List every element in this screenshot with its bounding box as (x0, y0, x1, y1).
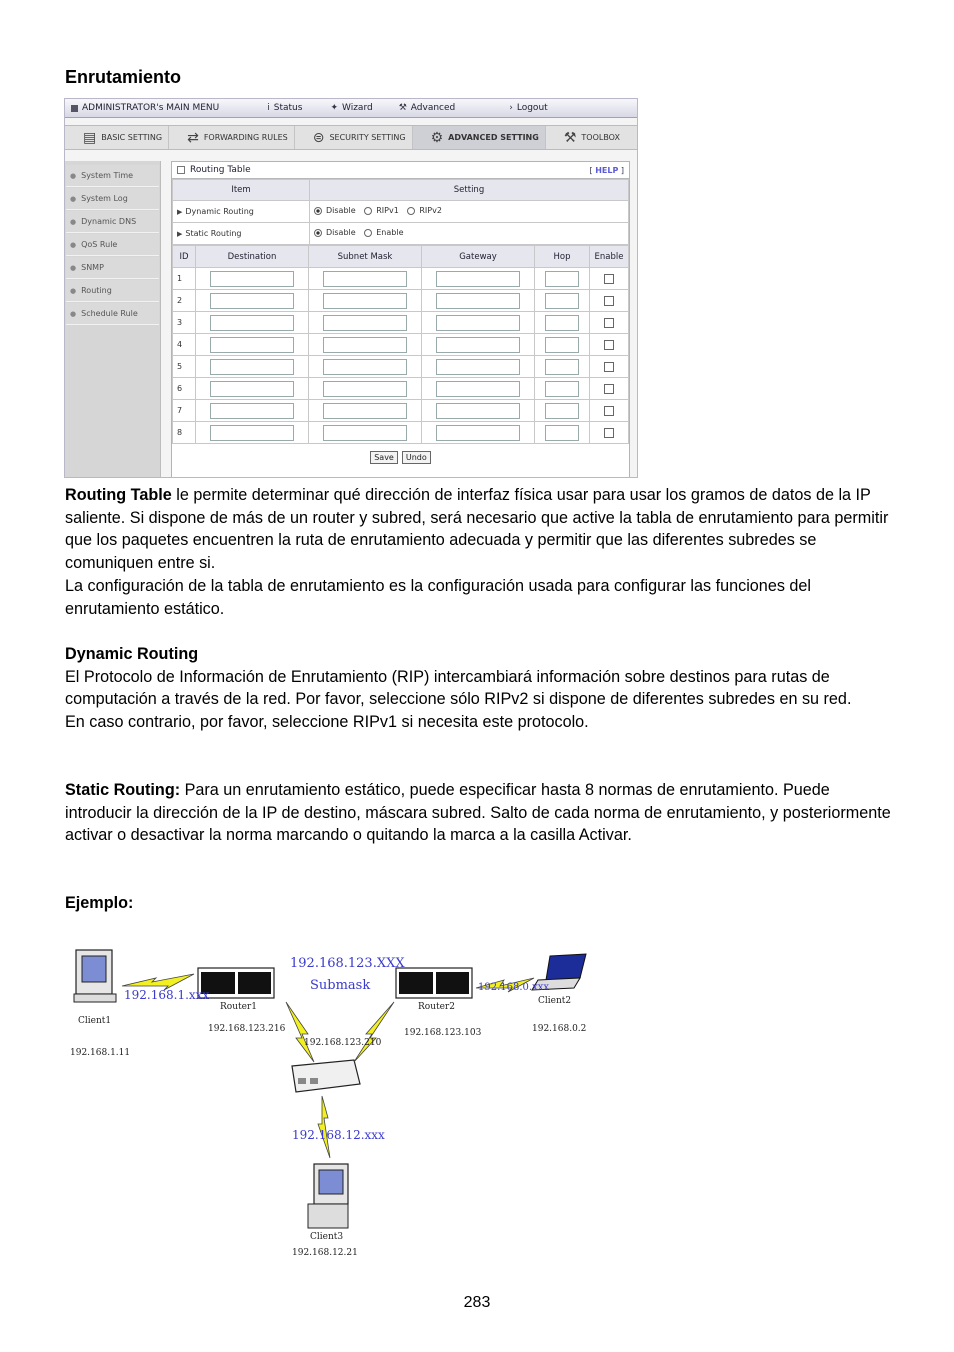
example-label: Ejemplo: (65, 894, 134, 912)
triangle-right-icon: ▶ (177, 208, 183, 216)
hop-input[interactable] (545, 271, 579, 287)
dynamic-disable-radio[interactable]: Disable (314, 206, 356, 215)
main-menu-link[interactable]: ADMINISTRATOR's MAIN MENU (71, 103, 219, 113)
route-cell-subnet (309, 378, 422, 400)
col-id-header: ID (173, 246, 196, 268)
forward-icon: ⇄ (187, 129, 199, 146)
net12-label: 192.168.12.xxx (292, 1128, 385, 1142)
route-row (173, 400, 629, 422)
router2-ip: 192.168.123.103 (404, 1028, 482, 1038)
tab-toolbox[interactable]: ⚒ TOOLBOX (563, 129, 620, 146)
admin-top-menu (65, 99, 637, 118)
bullet-icon: ● (70, 194, 77, 203)
gateway-input[interactable] (436, 425, 520, 441)
destination-input[interactable] (210, 359, 294, 375)
sidebar-item-system-time[interactable]: ● System Time (66, 165, 159, 187)
client2-label: Client2 (538, 996, 572, 1006)
logout-link[interactable]: › Logout (509, 103, 548, 113)
static-routing-title: Static Routing: (65, 781, 181, 799)
gateway-input[interactable] (436, 359, 520, 375)
gateway-input[interactable] (436, 337, 520, 353)
route-cell-subnet (309, 400, 422, 422)
enable-checkbox[interactable] (604, 296, 614, 306)
route-row (173, 422, 629, 444)
route-cell-destination (196, 400, 309, 422)
route-id: 5 (173, 356, 196, 378)
sidebar-item-schedule-rule[interactable]: ● Schedule Rule (66, 303, 159, 325)
route-id: 2 (173, 290, 196, 312)
static-routing-options (310, 223, 629, 245)
radio-icon (407, 207, 415, 215)
submask-label: Submask (310, 978, 371, 993)
route-cell-enable (590, 400, 629, 422)
routing-table-term: Routing Table (65, 486, 172, 504)
bullet-icon: ● (70, 286, 77, 295)
sidebar-item-routing[interactable]: ● Routing (66, 280, 159, 302)
route-id: 3 (173, 312, 196, 334)
router2-label: Router2 (418, 1002, 455, 1012)
bullet-icon: ● (70, 309, 77, 318)
router2-icon (396, 968, 472, 998)
net123-label: 192.168.123.XXX (290, 956, 405, 971)
subnet-mask-input[interactable] (323, 293, 407, 309)
col-item-header: Item (173, 180, 310, 201)
subnet-mask-input[interactable] (323, 359, 407, 375)
gateway-input[interactable] (436, 403, 520, 419)
route-cell-subnet (309, 334, 422, 356)
destination-input[interactable] (210, 337, 294, 353)
route-cell-gateway (422, 334, 535, 356)
route-row (173, 334, 629, 356)
route-cell-hop (535, 334, 590, 356)
route-row (173, 268, 629, 290)
tools-icon: ⚒ (398, 103, 407, 113)
hop-input[interactable] (545, 315, 579, 331)
client3-label: Client3 (310, 1232, 344, 1242)
hub-ip: 192.168.123.210 (304, 1038, 382, 1048)
route-cell-gateway (422, 422, 535, 444)
arrow-right-icon: › (509, 103, 513, 113)
subnet-mask-input[interactable] (323, 315, 407, 331)
route-row (173, 378, 629, 400)
network-diagram (64, 938, 604, 1268)
route-cell-destination (196, 378, 309, 400)
route-row (173, 312, 629, 334)
col-destination-header: Destination (196, 246, 309, 268)
bullet-icon: ● (70, 171, 77, 180)
router1-icon (198, 968, 274, 998)
undo-button[interactable]: Undo (402, 451, 431, 464)
route-cell-gateway (422, 268, 535, 290)
client3-ip: 192.168.12.21 (292, 1248, 358, 1258)
radio-icon (364, 207, 372, 215)
route-cell-enable (590, 422, 629, 444)
router1-label: Router1 (220, 1002, 257, 1012)
bullet-icon: ● (70, 240, 77, 249)
gateway-input[interactable] (436, 315, 520, 331)
static-config-sentence: La configuración de la tabla de enrutamiento es la configuración usada para configurar las funciones del enrutamiento estático. (65, 576, 812, 618)
enable-checkbox[interactable] (604, 340, 614, 350)
hop-input[interactable] (545, 425, 579, 441)
hop-input[interactable] (545, 403, 579, 419)
route-cell-enable (590, 268, 629, 290)
toolbox-icon: ⚒ (563, 129, 577, 146)
col-hop-header: Hop (535, 246, 590, 268)
route-id: 1 (173, 268, 196, 290)
status-link[interactable]: i Status (267, 103, 303, 113)
route-cell-enable (590, 356, 629, 378)
destination-input[interactable] (210, 293, 294, 309)
bolt-router2-hub (354, 1002, 394, 1062)
route-cell-destination (196, 290, 309, 312)
routing-table-description: Routing Table le permite determinar qué dirección de interfaz física usar para usar los gramos de datos de la IP saliente. Si dispone de más de un router y subred, será necesario que active la tabla de enrutamiento para permitir que los paquetes encuentren la ruta de enrutamiento adecuada y permitir que las diferentes subredes se comuniquen entre si. La configuración de la tabla de enrutamiento es la configuración usada para configurar las funciones del enrutamiento estático. (65, 486, 889, 618)
gear-icon: ⚙ (430, 129, 444, 146)
enable-checkbox[interactable] (604, 428, 614, 438)
save-button[interactable]: Save (370, 451, 398, 464)
route-row (173, 290, 629, 312)
routing-table-panel (171, 161, 630, 478)
route-cell-enable (590, 334, 629, 356)
settings-table (172, 179, 629, 245)
route-cell-gateway (422, 312, 535, 334)
route-cell-enable (590, 312, 629, 334)
enable-checkbox[interactable] (604, 406, 614, 416)
page-number: 283 (463, 1294, 491, 1311)
route-id: 6 (173, 378, 196, 400)
dynamic-routing-title: Dynamic Routing (65, 645, 199, 663)
col-enable-header: Enable (590, 246, 629, 268)
info-icon: i (267, 103, 270, 113)
route-cell-hop (535, 400, 590, 422)
wizard-link[interactable]: ✦ Wizard (330, 103, 373, 113)
router1-ip: 192.168.123.216 (208, 1024, 286, 1034)
static-enable-radio[interactable]: Enable (364, 228, 403, 237)
gateway-input[interactable] (436, 381, 520, 397)
advanced-link[interactable]: ⚒ Advanced (398, 103, 456, 113)
form-buttons (172, 444, 629, 470)
panel-title: Routing Table (190, 165, 251, 175)
lock-icon: ⊜ (312, 129, 325, 146)
subnet-mask-input[interactable] (323, 337, 407, 353)
route-cell-subnet (309, 312, 422, 334)
enable-checkbox[interactable] (604, 362, 614, 372)
subnet-mask-input[interactable] (323, 381, 407, 397)
route-cell-hop (535, 290, 590, 312)
bullet-icon: ● (70, 217, 77, 226)
destination-input[interactable] (210, 271, 294, 287)
static-routing-label: ▶ Static Routing (173, 223, 310, 245)
route-cell-hop (535, 312, 590, 334)
sidebar (65, 161, 161, 478)
client1-computer-icon (74, 950, 116, 1002)
sidebar-item-dynamic-dns[interactable]: ● Dynamic DNS (66, 211, 159, 233)
route-cell-subnet (309, 356, 422, 378)
hop-input[interactable] (545, 381, 579, 397)
tab-security-setting[interactable]: ⊜ SECURITY SETTING (295, 126, 413, 149)
destination-input[interactable] (210, 425, 294, 441)
folder-icon: ▤ (83, 129, 97, 146)
route-cell-subnet (309, 268, 422, 290)
enable-checkbox[interactable] (604, 274, 614, 284)
sidebar-item-qos-rule[interactable]: ● QoS Rule (66, 234, 159, 256)
route-cell-destination (196, 334, 309, 356)
wizard-icon: ✦ (330, 103, 338, 113)
destination-input[interactable] (210, 403, 294, 419)
destination-input[interactable] (210, 381, 294, 397)
gateway-input[interactable] (436, 271, 520, 287)
route-cell-destination (196, 268, 309, 290)
menu-icon (71, 105, 78, 112)
col-setting-header: Setting (310, 180, 629, 201)
route-table (172, 245, 629, 444)
checkbox-icon (177, 166, 185, 174)
route-cell-hop (535, 268, 590, 290)
route-id: 4 (173, 334, 196, 356)
client3-computer-icon (308, 1164, 348, 1228)
bullet-icon: ● (70, 263, 77, 272)
bolt-hub-client3 (318, 1096, 330, 1158)
router-ui-screenshot (64, 98, 638, 478)
tab-advanced-setting[interactable]: ⚙ ADVANCED SETTING (413, 126, 546, 149)
route-cell-gateway (422, 400, 535, 422)
route-cell-destination (196, 422, 309, 444)
route-cell-gateway (422, 356, 535, 378)
route-cell-subnet (309, 290, 422, 312)
enable-checkbox[interactable] (604, 318, 614, 328)
tab-basic-setting[interactable]: ▤ BASIC SETTING (65, 126, 169, 149)
client1-label: Client1 (78, 1016, 112, 1026)
client2-ip: 192.168.0.2 (532, 1024, 587, 1034)
tab-forwarding-rules[interactable]: ⇄ FORWARDING RULES (169, 126, 295, 149)
route-id: 7 (173, 400, 196, 422)
subnet-mask-input[interactable] (323, 271, 407, 287)
radio-icon (364, 229, 372, 237)
sidebar-item-snmp[interactable]: ● SNMP (66, 257, 159, 279)
net1-label: 192.168.1.xxx (124, 988, 210, 1002)
route-cell-hop (535, 378, 590, 400)
bolt-router1-hub (286, 1002, 314, 1062)
enable-checkbox[interactable] (604, 384, 614, 394)
panel-title-bar (172, 162, 629, 179)
hub-switch-icon (292, 1060, 360, 1092)
hop-input[interactable] (545, 337, 579, 353)
static-disable-radio[interactable]: Disable (314, 228, 356, 237)
radio-icon (314, 207, 322, 215)
hop-input[interactable] (545, 359, 579, 375)
hop-input[interactable] (545, 293, 579, 309)
dynamic-routing-label: ▶ Dynamic Routing (173, 201, 310, 223)
route-cell-enable (590, 378, 629, 400)
route-cell-subnet (309, 422, 422, 444)
dynamic-ripv1-radio[interactable]: RIPv1 (364, 206, 399, 215)
dynamic-routing-options (310, 201, 629, 223)
route-row (173, 356, 629, 378)
help-link[interactable]: [ HELP ] (589, 165, 624, 175)
route-cell-enable (590, 290, 629, 312)
gateway-input[interactable] (436, 293, 520, 309)
dynamic-ripv2-radio[interactable]: RIPv2 (407, 206, 442, 215)
net0-label: 192.168.0.xxx (478, 982, 549, 993)
static-routing-section: Static Routing: Para un enrutamiento estático, puede especificar hasta 8 normas de enrutamiento. Puede introducir la dirección de la IP de destino, máscara subred. Salto de cada norma de enrutamiento, y posteriormente activar o desactivar la norma marcando o quitando la marca a la casilla Activar. (65, 781, 891, 845)
route-cell-destination (196, 356, 309, 378)
sidebar-item-system-log[interactable]: ● System Log (66, 188, 159, 210)
section-heading: Enrutamiento (65, 67, 182, 87)
dynamic-routing-section: Dynamic Routing El Protocolo de Información de Enrutamiento (RIP) intercambiará información sobre destinos para rutas de computación a través de la red. Por favor, seleccione sólo RIPv2 si dispone de diferentes subredes en su red. En caso contrario, por favor, seleccione RIPv1 si necesita este protocolo. (65, 645, 852, 732)
radio-icon (314, 229, 322, 237)
route-cell-hop (535, 422, 590, 444)
subnet-mask-input[interactable] (323, 403, 407, 419)
col-gateway-header: Gateway (422, 246, 535, 268)
triangle-right-icon: ▶ (177, 230, 183, 238)
col-subnet-mask-header: Subnet Mask (309, 246, 422, 268)
route-cell-gateway (422, 290, 535, 312)
route-cell-gateway (422, 378, 535, 400)
main-tab-bar (65, 125, 638, 150)
route-cell-destination (196, 312, 309, 334)
route-cell-hop (535, 356, 590, 378)
route-id: 8 (173, 422, 196, 444)
subnet-mask-input[interactable] (323, 425, 407, 441)
client1-ip: 192.168.1.11 (70, 1048, 131, 1058)
destination-input[interactable] (210, 315, 294, 331)
